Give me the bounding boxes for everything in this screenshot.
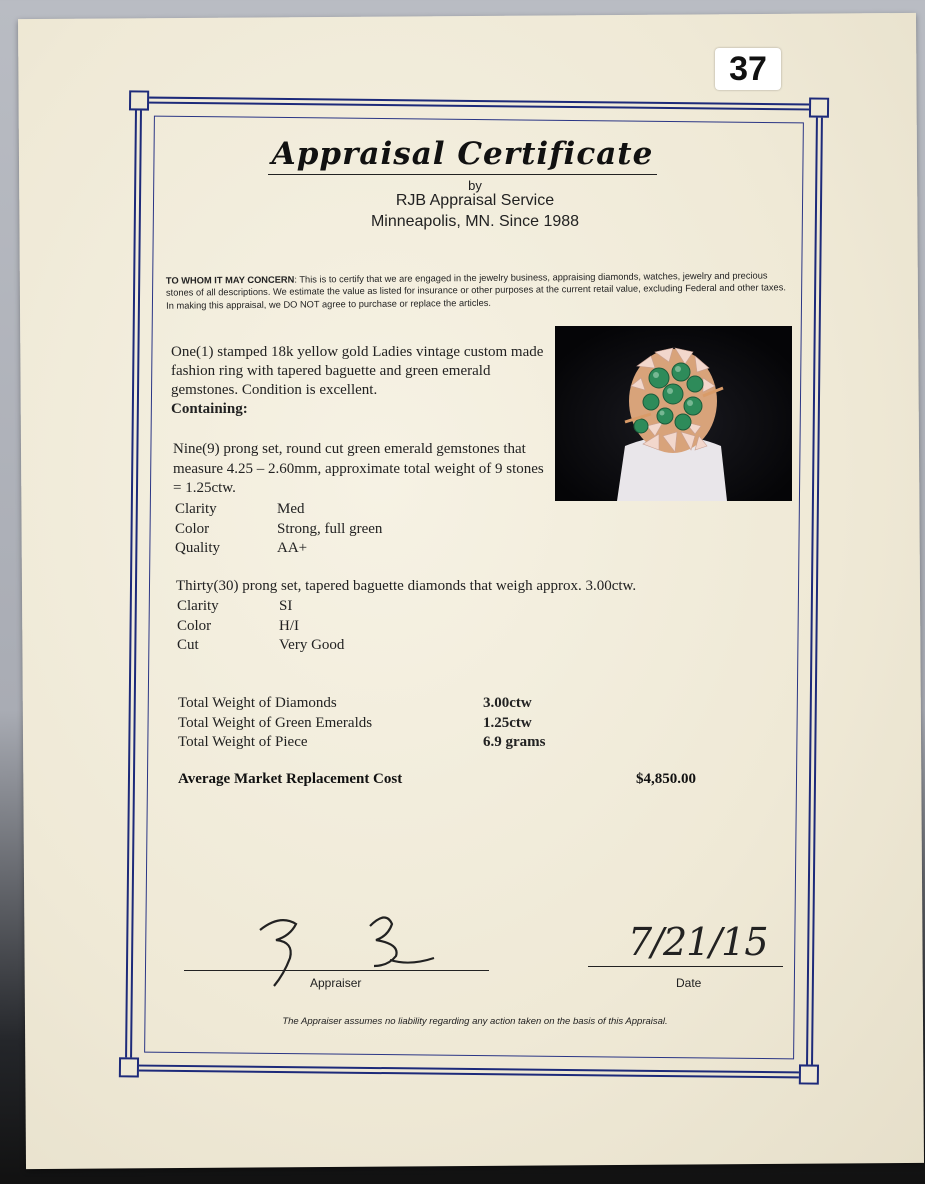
spec-row — [177, 636, 344, 656]
totals-table — [178, 694, 546, 753]
corner-ornament — [809, 97, 829, 117]
corner-ornament — [129, 90, 149, 110]
total-value: 3.00ctw — [483, 695, 532, 711]
total-row — [178, 714, 546, 734]
by-label: by — [468, 178, 482, 193]
total-value: 6.9 grams — [483, 734, 546, 750]
spec-row — [177, 617, 344, 637]
certificate-title: Appraisal Certificate — [0, 136, 925, 172]
intro-paragraph — [166, 269, 791, 312]
item-description — [171, 343, 551, 419]
spec-label: Clarity — [175, 501, 217, 517]
intro-lead: TO WHOM IT MAY CONCERN — [165, 274, 295, 286]
diamond-specs — [177, 597, 344, 656]
total-label: Total Weight of Diamonds — [178, 695, 337, 711]
handwritten-date: 7/21/15 — [628, 920, 768, 964]
spec-value: Strong, full green — [277, 520, 383, 537]
spec-row — [175, 520, 382, 540]
spec-label: Color — [177, 617, 212, 634]
appraisal-service-name: RJB Appraisal Service — [395, 192, 555, 209]
date-signature-line — [588, 966, 783, 967]
spec-value: Very Good — [279, 637, 345, 653]
containing-heading: Containing: — [171, 401, 248, 417]
appraiser-signature-line — [184, 970, 489, 971]
appraiser-label: Appraiser — [310, 976, 362, 990]
replacement-cost-row — [178, 771, 738, 788]
spec-label: Color — [175, 520, 210, 537]
intro-text: : This is to certify that we are engaged in the jewelry business, appraising diamonds, watches, jewelry and precious stones of all descriptions. We estimate the value as listed for insurance or other purposes at the current retail value, excluding Federal and other taxes. In making this appraisal, we DO NOT agree to purchase or replace the articles. — [165, 270, 786, 311]
spec-label: Quality — [175, 540, 220, 556]
date-label: Date — [676, 976, 702, 990]
total-row — [178, 694, 546, 714]
replacement-cost-label: Average Market Replacement Cost — [178, 771, 403, 787]
appraisal-service-location: Minneapolis, MN. Since 1988 — [370, 213, 580, 230]
corner-ornament — [799, 1064, 819, 1084]
spec-row — [177, 597, 344, 617]
spec-label: Clarity — [177, 598, 219, 614]
diamond-description: Thirty(30) prong set, tapered baguette diamonds that weigh approx. 3.00ctw. — [176, 578, 637, 594]
replacement-cost-value: $4,850.00 — [636, 771, 696, 787]
ring-photo — [555, 326, 792, 501]
spec-row — [175, 539, 382, 559]
emerald-specs — [175, 500, 382, 559]
spec-value: Med — [277, 501, 305, 517]
ring-image — [555, 326, 792, 501]
spec-row — [175, 500, 382, 520]
spec-value: H/I — [279, 617, 299, 634]
liability-disclaimer: The Appraiser assumes no liability regarding any action taken on the basis of this Appraisal. — [282, 1016, 668, 1027]
spec-value: AA+ — [277, 540, 308, 556]
total-value: 1.25ctw — [483, 714, 532, 731]
corner-ornament — [119, 1057, 139, 1077]
description-text: One(1) stamped 18k yellow gold Ladies vintage custom made fashion ring with tapered baguette and green emerald gemstones. Condition is excellent. — [171, 344, 544, 398]
emerald-description: Nine(9) prong set, round cut green emerald gemstones that measure 4.25 – 2.60mm, approximate total weight of 9 stones = 1.25ctw. — [173, 441, 544, 496]
spec-label: Cut — [177, 637, 199, 653]
lot-number-tag: 37 — [715, 48, 781, 90]
spec-value: SI — [279, 598, 293, 614]
total-label: Total Weight of Piece — [178, 734, 308, 750]
total-row — [178, 733, 546, 753]
total-label: Total Weight of Green Emeralds — [178, 714, 373, 731]
